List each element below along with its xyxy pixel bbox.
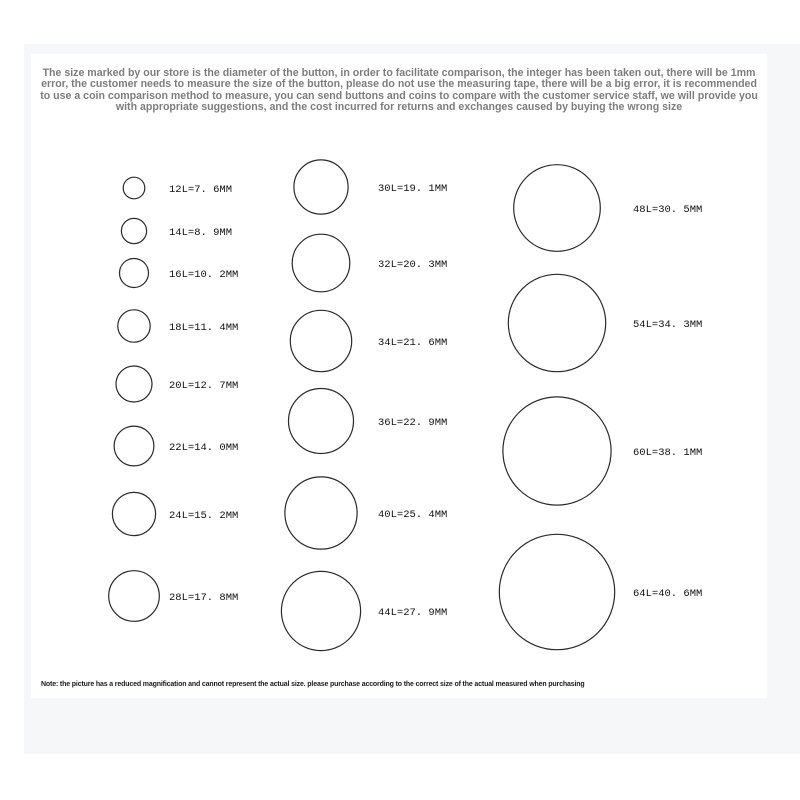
size-label-16L: 16L=10. 2MM <box>169 269 239 281</box>
size-circle-54L <box>508 274 605 371</box>
size-circle-24L <box>112 492 155 535</box>
size-label-22L: 22L=14. 0MM <box>169 442 239 454</box>
size-label-64L: 64L=40. 6MM <box>633 588 703 600</box>
size-circle-60L <box>503 397 611 505</box>
footer-note: Note: the picture has a reduced magnification and cannot represent the actual size. please purchase according to the correct size of the actual measured when purchasing <box>41 681 585 688</box>
size-label-40L: 40L=25. 4MM <box>378 509 448 521</box>
size-label-24L: 24L=15. 2MM <box>169 510 239 522</box>
size-label-18L: 18L=11. 4MM <box>169 322 239 334</box>
size-label-44L: 44L=27. 9MM <box>378 607 448 619</box>
size-circle-28L <box>109 571 160 622</box>
size-label-60L: 60L=38. 1MM <box>633 447 703 459</box>
size-circle-64L <box>499 534 614 649</box>
size-circle-34L <box>290 310 351 371</box>
size-label-30L: 30L=19. 1MM <box>378 183 448 195</box>
size-circle-18L <box>118 310 150 342</box>
size-circle-20L <box>116 366 152 402</box>
size-label-34L: 34L=21. 6MM <box>378 337 448 349</box>
size-label-12L: 12L=7. 6MM <box>169 184 233 196</box>
size-label-14L: 14L=8. 9MM <box>169 227 233 239</box>
size-circle-44L <box>281 571 360 650</box>
size-circle-22L <box>114 426 154 466</box>
size-label-32L: 32L=20. 3MM <box>378 259 448 271</box>
size-circle-36L <box>289 389 354 454</box>
size-label-36L: 36L=22. 9MM <box>378 417 448 429</box>
size-label-48L: 48L=30. 5MM <box>633 204 703 216</box>
size-circle-30L <box>294 160 348 214</box>
size-circle-14L <box>121 218 146 243</box>
size-circle-12L <box>123 177 145 199</box>
size-label-20L: 20L=12. 7MM <box>169 380 239 392</box>
size-circle-48L <box>514 165 601 252</box>
size-label-28L: 28L=17. 8MM <box>169 592 239 604</box>
size-circle-40L <box>285 477 357 549</box>
size-circle-32L <box>292 234 350 292</box>
size-label-54L: 54L=34. 3MM <box>633 319 703 331</box>
size-circle-16L <box>120 259 149 288</box>
header-note: The size marked by our store is the diameter of the button, in order to facilitate comparison, the integer has been taken out, there will be 1mm error, the customer needs to measure the size of the button, please do not use the measuring tape, there will be a big error, it is recommended to use a coin comparison method to measure, you can send buttons and coins to compare with the customer service staff, we will provide you with appropriate suggestions, and the cost incurred for returns and exchanges caused by buying the wrong size <box>40 67 758 114</box>
